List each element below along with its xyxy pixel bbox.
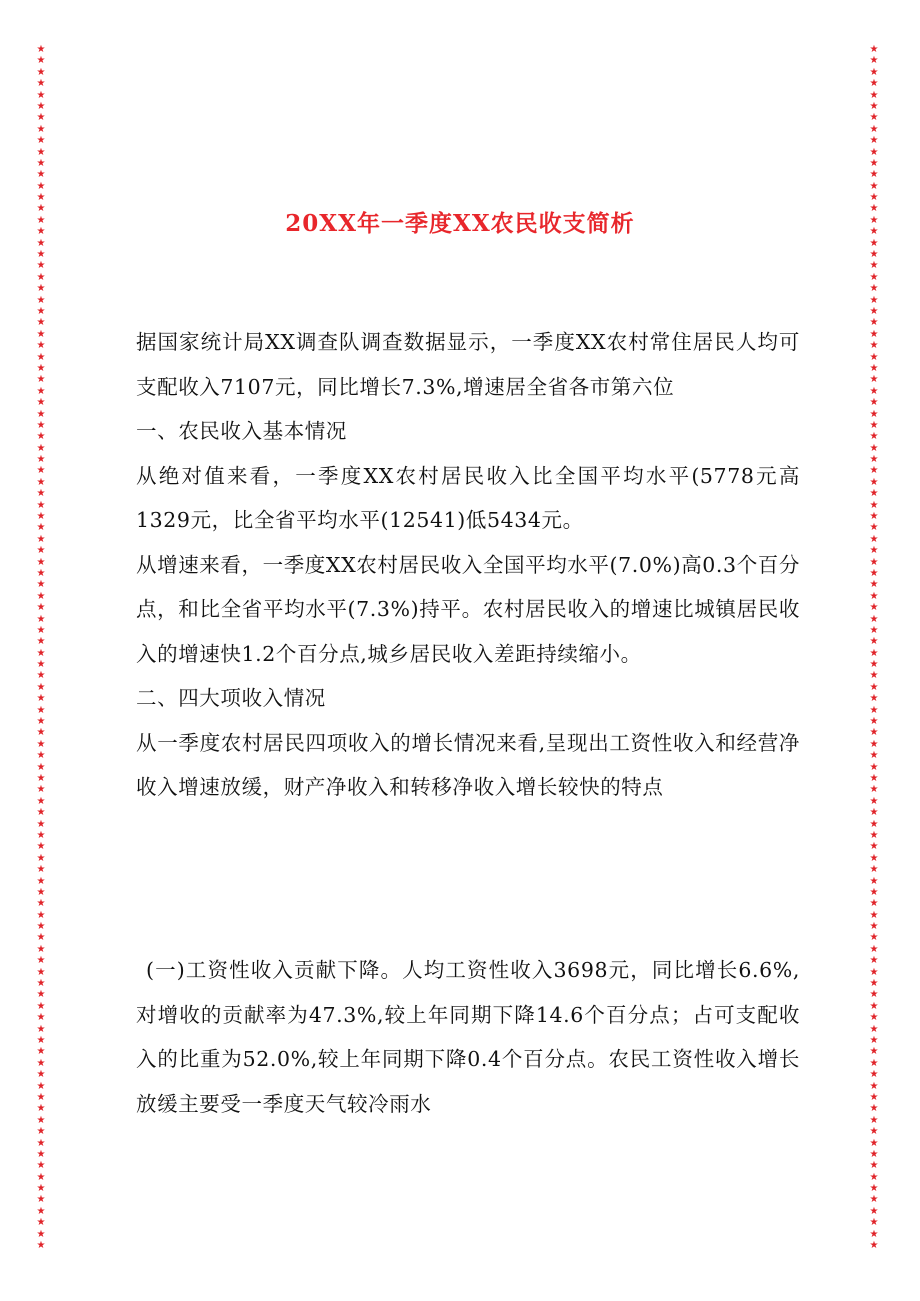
- border-star-icon: ★: [36, 135, 46, 147]
- border-star-icon: ★: [36, 214, 46, 226]
- border-star-icon: ★: [869, 1148, 879, 1160]
- border-star-icon: ★: [36, 305, 46, 317]
- border-star-icon: ★: [36, 807, 46, 819]
- border-star-icon: ★: [36, 146, 46, 158]
- border-star-icon: ★: [869, 1057, 879, 1069]
- border-star-icon: ★: [869, 704, 879, 716]
- border-star-icon: ★: [869, 898, 879, 910]
- border-star-icon: ★: [869, 488, 879, 500]
- border-star-icon: ★: [869, 283, 879, 295]
- border-star-icon: ★: [869, 397, 879, 409]
- border-star-icon: ★: [36, 932, 46, 944]
- border-star-icon: ★: [36, 203, 46, 215]
- section-heading-four-items: 二、四大项收入情况: [136, 686, 326, 710]
- border-star-icon: ★: [36, 579, 46, 591]
- body-section-wage: [136, 948, 800, 1126]
- border-star-icon: ★: [869, 852, 879, 864]
- border-star-icon: ★: [869, 1171, 879, 1183]
- border-star-icon: ★: [36, 704, 46, 716]
- border-star-icon: ★: [869, 100, 879, 112]
- border-star-icon: ★: [36, 921, 46, 933]
- border-star-icon: ★: [869, 659, 879, 671]
- border-star-icon: ★: [869, 567, 879, 579]
- border-star-icon: ★: [869, 89, 879, 101]
- border-star-icon: ★: [869, 784, 879, 796]
- border-star-icon: ★: [36, 1069, 46, 1081]
- border-star-icon: ★: [36, 1000, 46, 1012]
- border-star-icon: ★: [36, 157, 46, 169]
- border-star-icon: ★: [869, 260, 879, 272]
- border-star-icon: ★: [36, 716, 46, 728]
- border-star-icon: ★: [869, 795, 879, 807]
- border-star-icon: ★: [869, 921, 879, 933]
- border-star-icon: ★: [36, 989, 46, 1001]
- border-star-icon: ★: [36, 590, 46, 602]
- border-star-icon: ★: [869, 249, 879, 261]
- border-star-icon: ★: [869, 465, 879, 477]
- border-star-icon: ★: [36, 362, 46, 374]
- border-star-icon: ★: [36, 567, 46, 579]
- border-star-icon: ★: [36, 1046, 46, 1058]
- border-star-icon: ★: [869, 750, 879, 762]
- border-star-icon: ★: [36, 317, 46, 329]
- border-star-icon: ★: [869, 1080, 879, 1092]
- border-star-icon: ★: [36, 1148, 46, 1160]
- border-star-icon: ★: [869, 408, 879, 420]
- border-star-icon: ★: [36, 533, 46, 545]
- border-star-icon: ★: [36, 852, 46, 864]
- border-star-icon: ★: [36, 1137, 46, 1149]
- border-star-icon: ★: [36, 1228, 46, 1240]
- border-star-icon: ★: [869, 670, 879, 682]
- border-star-icon: ★: [869, 1012, 879, 1024]
- border-star-icon: ★: [869, 1103, 879, 1115]
- border-star-icon: ★: [869, 545, 879, 557]
- border-star-icon: ★: [36, 795, 46, 807]
- border-star-icon: ★: [36, 1057, 46, 1069]
- border-star-icon: ★: [36, 784, 46, 796]
- border-star-icon: ★: [36, 1012, 46, 1024]
- border-star-icon: ★: [36, 1183, 46, 1195]
- border-star-icon: ★: [36, 898, 46, 910]
- border-star-icon: ★: [36, 613, 46, 625]
- border-star-icon: ★: [869, 818, 879, 830]
- border-star-icon: ★: [869, 1069, 879, 1081]
- border-star-icon: ★: [869, 476, 879, 488]
- border-star-icon: ★: [869, 1217, 879, 1229]
- border-star-icon: ★: [869, 602, 879, 614]
- border-star-icon: ★: [36, 226, 46, 238]
- border-star-icon: ★: [869, 590, 879, 602]
- border-star-icon: ★: [36, 727, 46, 739]
- border-star-icon: ★: [36, 841, 46, 853]
- border-star-icon: ★: [869, 1194, 879, 1206]
- border-star-icon: ★: [36, 499, 46, 511]
- border-star-icon: ★: [36, 966, 46, 978]
- border-star-icon: ★: [36, 659, 46, 671]
- border-star-icon: ★: [36, 89, 46, 101]
- border-star-icon: ★: [869, 169, 879, 181]
- border-star-icon: ★: [36, 374, 46, 386]
- border-star-icon: ★: [869, 340, 879, 352]
- border-star-icon: ★: [869, 1240, 879, 1252]
- border-star-icon: ★: [36, 100, 46, 112]
- border-star-icon: ★: [869, 226, 879, 238]
- border-star-icon: ★: [869, 44, 879, 55]
- border-star-icon: ★: [36, 1114, 46, 1126]
- border-star-icon: ★: [869, 1205, 879, 1217]
- border-star-icon: ★: [869, 123, 879, 135]
- border-star-icon: ★: [36, 1240, 46, 1252]
- border-star-icon: ★: [869, 943, 879, 955]
- border-star-icon: ★: [869, 636, 879, 648]
- border-star-icon: ★: [869, 1046, 879, 1058]
- intro-paragraph: 据国家统计局XX调查队调查数据显示，一季度XX农村常住居民人均可支配收入7107元，同比增长7.3%,增速居全省各市第六位: [136, 330, 800, 399]
- border-star-icon: ★: [36, 875, 46, 887]
- border-star-icon: ★: [36, 419, 46, 431]
- border-star-icon: ★: [869, 1023, 879, 1035]
- border-star-icon: ★: [869, 533, 879, 545]
- border-star-icon: ★: [36, 624, 46, 636]
- border-star-icon: ★: [36, 943, 46, 955]
- border-star-icon: ★: [869, 841, 879, 853]
- border-star-icon: ★: [869, 66, 879, 78]
- border-star-icon: ★: [36, 886, 46, 898]
- border-star-icon: ★: [36, 476, 46, 488]
- border-star-icon: ★: [36, 556, 46, 568]
- border-star-icon: ★: [869, 966, 879, 978]
- border-star-icon: ★: [36, 237, 46, 249]
- border-star-icon: ★: [36, 602, 46, 614]
- border-star-icon: ★: [869, 203, 879, 215]
- border-star-icon: ★: [869, 738, 879, 750]
- border-star-icon: ★: [36, 294, 46, 306]
- border-star-icon: ★: [36, 465, 46, 477]
- border-star-icon: ★: [869, 237, 879, 249]
- border-star-icon: ★: [869, 317, 879, 329]
- border-star-icon: ★: [36, 738, 46, 750]
- border-star-icon: ★: [36, 283, 46, 295]
- border-star-icon: ★: [36, 1023, 46, 1035]
- border-star-icon: ★: [36, 385, 46, 397]
- border-star-icon: ★: [36, 1126, 46, 1138]
- border-star-icon: ★: [869, 932, 879, 944]
- border-star-icon: ★: [869, 886, 879, 898]
- border-star-icon: ★: [869, 955, 879, 967]
- border-star-icon: ★: [36, 442, 46, 454]
- growth-rate-paragraph: 从增速来看，一季度XX农村居民收入全国平均水平(7.0%)高0.3个百分点，和比全省平均水平(7.3%)持平。农村居民收入的增速比城镇居民收入的增速快1.2个百分点,城乡居民收入差距持续缩小。: [136, 552, 800, 666]
- border-star-icon: ★: [36, 44, 46, 55]
- border-star-icon: ★: [36, 647, 46, 659]
- border-star-icon: ★: [869, 305, 879, 317]
- border-star-icon: ★: [869, 613, 879, 625]
- border-star-icon: ★: [36, 829, 46, 841]
- border-star-icon: ★: [869, 864, 879, 876]
- border-star-icon: ★: [869, 522, 879, 534]
- border-star-icon: ★: [869, 875, 879, 887]
- border-star-icon: ★: [869, 362, 879, 374]
- border-star-icon: ★: [869, 135, 879, 147]
- border-star-icon: ★: [869, 419, 879, 431]
- border-star-icon: ★: [869, 55, 879, 67]
- border-star-icon: ★: [869, 1034, 879, 1046]
- border-star-icon: ★: [869, 1114, 879, 1126]
- border-star-icon: ★: [869, 431, 879, 443]
- border-star-icon: ★: [869, 442, 879, 454]
- border-star-icon: ★: [869, 511, 879, 523]
- border-star-icon: ★: [869, 78, 879, 90]
- border-star-icon: ★: [36, 180, 46, 192]
- absolute-value-paragraph: 从绝对值来看，一季度XX农村居民收入比全国平均水平(5778元高1329元，比全省平均水平(12541)低5434元。: [136, 463, 800, 532]
- border-star-icon: ★: [36, 340, 46, 352]
- document-title: 20XX年一季度XX农民收支简析: [285, 210, 635, 237]
- border-star-icon: ★: [869, 180, 879, 192]
- border-star-icon: ★: [36, 431, 46, 443]
- border-star-icon: ★: [36, 909, 46, 921]
- border-star-icon: ★: [36, 169, 46, 181]
- border-star-icon: ★: [36, 1217, 46, 1229]
- border-star-icon: ★: [36, 123, 46, 135]
- border-star-icon: ★: [36, 681, 46, 693]
- border-star-icon: ★: [36, 55, 46, 67]
- border-star-icon: ★: [36, 66, 46, 78]
- border-star-icon: ★: [36, 1160, 46, 1172]
- border-star-icon: ★: [869, 989, 879, 1001]
- border-star-icon: ★: [36, 750, 46, 762]
- border-star-icon: ★: [869, 499, 879, 511]
- border-star-icon: ★: [36, 522, 46, 534]
- border-star-icon: ★: [869, 192, 879, 204]
- border-star-icon: ★: [36, 271, 46, 283]
- border-star-icon: ★: [36, 249, 46, 261]
- border-star-icon: ★: [869, 761, 879, 773]
- border-star-icon: ★: [869, 773, 879, 784]
- border-star-icon: ★: [869, 693, 879, 705]
- border-star-icon: ★: [36, 511, 46, 523]
- border-star-icon: ★: [36, 1194, 46, 1206]
- border-star-icon: ★: [869, 385, 879, 397]
- border-star-icon: ★: [36, 670, 46, 682]
- border-star-icon: ★: [36, 1091, 46, 1103]
- border-star-icon: ★: [36, 1103, 46, 1115]
- border-star-icon: ★: [869, 579, 879, 591]
- border-star-icon: ★: [869, 157, 879, 169]
- border-star-icon: ★: [869, 146, 879, 158]
- border-star-icon: ★: [869, 1228, 879, 1240]
- border-star-icon: ★: [36, 978, 46, 990]
- border-star-icon: ★: [36, 693, 46, 705]
- border-star-icon: ★: [36, 761, 46, 773]
- border-star-icon: ★: [869, 1126, 879, 1138]
- border-star-icon: ★: [869, 556, 879, 568]
- body-section-main: [136, 320, 800, 810]
- border-star-icon: ★: [36, 328, 46, 340]
- border-star-icon: ★: [36, 112, 46, 124]
- four-items-paragraph: 从一季度农村居民四项收入的增长情况来看,呈现出工资性收入和经营净收入增速放缓，财产净收入和转移净收入增长较快的特点: [136, 730, 800, 799]
- border-star-icon: ★: [36, 545, 46, 557]
- border-star-icon: ★: [36, 1080, 46, 1092]
- border-star-icon: ★: [869, 214, 879, 226]
- border-star-icon: ★: [36, 1034, 46, 1046]
- wage-income-paragraph: (一)工资性收入贡献下降。人均工资性收入3698元，同比增长6.6%,对增收的贡献率为47.3%,较上年同期下降14.6个百分点；占可支配收入的比重为52.0%,较上年同期下降0.4个百分点。农民工资性收入增长放缓主要受一季度天气较冷雨水: [136, 958, 800, 1116]
- border-star-icon: ★: [36, 864, 46, 876]
- border-star-icon: ★: [869, 1137, 879, 1149]
- border-star-icon: ★: [869, 727, 879, 739]
- border-star-icon: ★: [869, 647, 879, 659]
- border-star-icon: ★: [869, 1160, 879, 1172]
- border-star-icon: ★: [869, 1000, 879, 1012]
- border-star-icon: ★: [869, 716, 879, 728]
- border-star-icon: ★: [36, 454, 46, 466]
- border-star-icon: ★: [36, 955, 46, 967]
- border-star-icon: ★: [36, 351, 46, 363]
- border-star-icon: ★: [869, 294, 879, 306]
- border-star-icon: ★: [36, 1171, 46, 1183]
- border-star-icon: ★: [36, 818, 46, 830]
- border-star-icon: ★: [869, 271, 879, 283]
- border-star-icon: ★: [36, 78, 46, 90]
- border-star-icon: ★: [36, 192, 46, 204]
- section-heading-income-basic: 一、农民收入基本情况: [136, 419, 347, 443]
- border-star-icon: ★: [36, 260, 46, 272]
- border-star-icon: ★: [869, 1183, 879, 1195]
- border-star-icon: ★: [869, 681, 879, 693]
- border-star-icon: ★: [869, 328, 879, 340]
- border-star-icon: ★: [36, 1205, 46, 1217]
- border-star-icon: ★: [869, 829, 879, 841]
- border-star-icon: ★: [36, 636, 46, 648]
- border-star-icon: ★: [869, 374, 879, 386]
- border-star-icon: ★: [36, 773, 46, 784]
- border-star-icon: ★: [869, 909, 879, 921]
- border-star-icon: ★: [869, 1091, 879, 1103]
- border-star-icon: ★: [869, 624, 879, 636]
- border-star-icon: ★: [869, 978, 879, 990]
- border-star-icon: ★: [869, 807, 879, 819]
- border-star-icon: ★: [36, 408, 46, 420]
- border-star-icon: ★: [36, 397, 46, 409]
- border-star-icon: ★: [869, 351, 879, 363]
- border-star-icon: ★: [36, 488, 46, 500]
- border-star-icon: ★: [869, 454, 879, 466]
- border-star-icon: ★: [869, 112, 879, 124]
